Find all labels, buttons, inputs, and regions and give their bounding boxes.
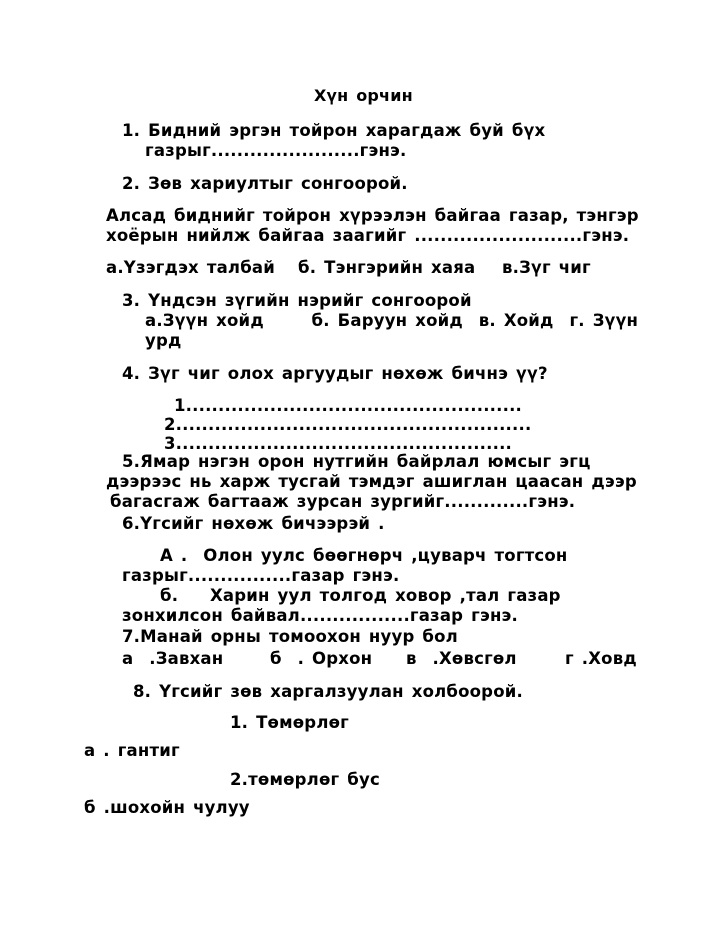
question-6-b-line-2: зонхилсон байвал.................газар гэнэ. [122, 606, 518, 625]
question-3-heading: 3. Үндсэн зүгийн нэрийг сонгоорой [122, 291, 472, 310]
question-1-line-1: 1. Бидний эргэн тойрон харагдаж буй бүх [122, 121, 546, 140]
question-3-options-wrap: урд [145, 331, 182, 350]
question-2-stem-line-1: Алсад биднийг тойрон хүрээлэн байгаа газар, тэнгэр [106, 206, 639, 225]
question-6-a-line-1: А . Олон уулс бөөгнөрч ,цуварч тогтсон [160, 546, 568, 565]
question-4-blank-2: 2....................................................... [164, 415, 532, 434]
question-4-blank-3: 3.................................................... [164, 434, 513, 453]
question-8-item-1: 1. Төмөрлөг [230, 713, 349, 732]
question-7-option-b: б . Орхон [270, 649, 373, 668]
question-7-option-d: г .Ховд [565, 649, 637, 668]
question-7-option-c: в .Хөвсгөл [406, 649, 517, 668]
question-6-a-line-2: газрыг................газар гэнэ. [122, 566, 400, 585]
question-4-heading: 4. Зүг чиг олох аргуудыг нөхөж бичнэ үү? [122, 364, 548, 383]
question-8-match-b: б .шохойн чулуу [84, 798, 250, 817]
question-7-option-a: а .Завхан [122, 649, 224, 668]
question-7-heading: 7.Манай орны томоохон нуур бол [122, 627, 458, 646]
question-6-b-line-1: б. Харин уул толгод ховор ,тал газар [160, 586, 561, 605]
question-2-stem-line-2: хоёрын нийлж байгаа заагийг ..........................гэнэ. [106, 226, 630, 245]
question-8-item-2: 2.төмөрлөг бус [230, 770, 380, 789]
question-2-option-a: а.Үзэгдэх талбай [106, 258, 276, 277]
question-5-line-1: 5.Ямар нэгэн орон нутгийн байрлал юмсыг эгц [122, 452, 591, 471]
question-5-line-2: дээрээс нь харж тусгай тэмдэг ашиглан цаасан дээр [106, 472, 637, 491]
question-5-line-3: багасгаж багтааж зурсан зургийг.............гэнэ. [110, 492, 576, 511]
question-8-match-a: а . гантиг [84, 741, 180, 760]
question-1-line-2: газрыг.......................гэнэ. [145, 141, 407, 160]
question-8-heading: 8. Үгсийг зөв харгалзуулан холбоорой. [133, 682, 523, 701]
question-3-options: а.Зүүн хойд б. Баруун хойд в. Хойд г. Зүүн [145, 311, 639, 330]
question-6-heading: 6.Үгсийг нөхөж бичээрэй . [122, 514, 385, 533]
question-4-blank-1: 1.................................................... [174, 396, 523, 415]
question-2-option-b: б. Тэнгэрийн хаяа [298, 258, 476, 277]
question-2-option-c: в.Зүг чиг [502, 258, 591, 277]
worksheet-title: Хүн орчин [314, 86, 413, 105]
question-2-heading: 2. Зөв хариултыг сонгоорой. [122, 174, 408, 193]
